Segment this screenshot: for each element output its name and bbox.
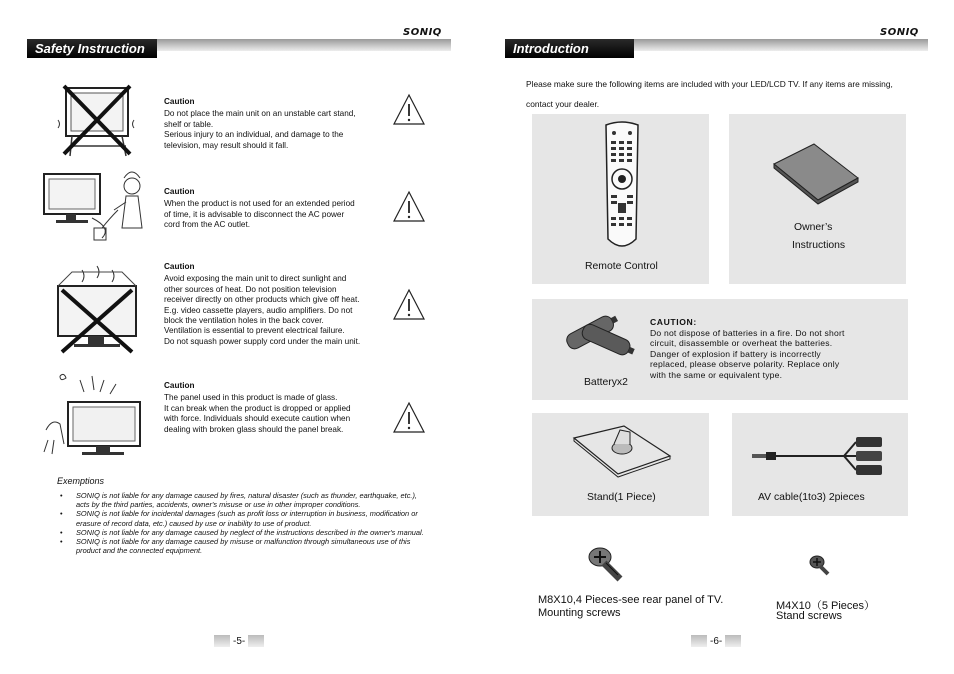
remote-control-image (602, 121, 642, 253)
caution-block-3 (164, 262, 384, 347)
large-screw-image (586, 545, 626, 585)
caution-heading: Caution (164, 187, 195, 196)
owners-label-line1: Owner’s (794, 222, 833, 233)
large-screw-label-line2: Mounting screws (538, 607, 621, 619)
battery-caution-heading: CAUTION: (650, 317, 697, 327)
section-title-safety: Safety Instruction (35, 41, 145, 56)
section-title-introduction: Introduction (513, 41, 589, 56)
unstable-stand-illustration (52, 80, 142, 162)
unplug-illustration (42, 168, 152, 243)
caution-heading: Caution (164, 262, 195, 271)
battery-caution (650, 317, 882, 381)
stand-image (572, 424, 672, 478)
battery-image (561, 310, 637, 360)
warning-triangle-icon (392, 288, 426, 322)
warning-triangle-icon (392, 93, 426, 127)
caution-block-4 (164, 381, 384, 435)
caution-block-2 (164, 187, 384, 231)
exemption-item: • SONIQ is not liable for incidental damages (such as profit loss or interruption in business, modification or erasure of record data, etc.) caused by use or inability to use of product. (60, 509, 430, 527)
caution-block-1 (164, 97, 384, 151)
warning-triangle-icon (392, 190, 426, 224)
remote-control-label: Remote Control (585, 261, 658, 272)
brand-logo-right: SONIQ (880, 27, 919, 38)
av-cable-image (748, 434, 888, 480)
owners-label-line2: Instructions (792, 240, 846, 251)
av-cable-label: AV cable(1to3) 2pieces (758, 492, 865, 503)
page-number: -6- (710, 635, 723, 647)
manual-book-image (770, 142, 862, 206)
exemption-item: • SONIQ is not liable for any damage caused by fires, natural disaster (such as thunder, earthquake, etc.), acts by the third parties, accidents, owner's misuse or use in other improper conditions. (60, 491, 430, 509)
small-screw-label-line2: Stand screws (776, 610, 843, 622)
battery-label: Batteryx2 (584, 377, 628, 388)
caution-text: Avoid exposing the main unit to direct sunlight and other sources of heat. Do not position television receiver directly on other products which give off heat. E.g. video cassette players, audio amplifiers. Do not block the ventilation holes in the back cover. Ventilation is essential to prevent electrical failure. Do not squash power supply cord under the main unit. (164, 274, 361, 346)
page-number-right (691, 634, 741, 648)
caution-text: When the product is not used for an extended period of time, it is advisable to disconnect the AC power cord from the AC outlet. (164, 199, 355, 230)
exemption-item: • SONIQ is not liable for any damage caused by neglect of the instructions described in the owner's manual. (60, 528, 430, 537)
page-number: -5- (233, 635, 246, 647)
large-screw-label-line1: M8X10,4 Pieces-see rear panel of TV. (538, 594, 724, 606)
page-number-left (214, 634, 264, 648)
caution-text: The panel used in this product is made of glass. It can break when the product is dropped or applied with force. Individuals should execute caution when dealing with broken glass should the panel break. (164, 393, 351, 434)
brand-logo-left: SONIQ (403, 27, 442, 38)
section-header-safety (27, 39, 451, 58)
stand-label: Stand(1 Piece) (587, 492, 656, 503)
caution-text: Do not place the main unit on an unstable cart stand, shelf or table. Serious injury to an individual, and damage to the television, may result should it fall. (164, 109, 356, 150)
small-screw-image (808, 554, 832, 578)
caution-heading: Caution (164, 97, 195, 106)
battery-caution-text: Do not dispose of batteries in a fire. Do not short circuit, disassemble or overheat the batteries. Danger of explosion if battery is incorrectly replaced, please observe polarity. Replace only with the same or equivalent type. (650, 327, 845, 380)
exemptions-list (60, 491, 430, 555)
intro-paragraph: Please make sure the following items are included with your LED/LCD TV. If any items are missing, contact your dealer. (526, 79, 893, 109)
glass-panel-illustration (40, 370, 150, 460)
exemption-item: • SONIQ is not liable for any damage caused by misuse or malfunction through simultaneous use of this product and the connected equipment. (60, 537, 430, 555)
caution-heading: Caution (164, 381, 195, 390)
small-screw-label-line1: M4X10（5 Pieces） (776, 600, 876, 612)
section-header-introduction (505, 39, 928, 58)
exemptions-title: Exemptions (57, 476, 105, 486)
warning-triangle-icon (392, 401, 426, 435)
heat-sunlight-illustration (52, 262, 142, 357)
